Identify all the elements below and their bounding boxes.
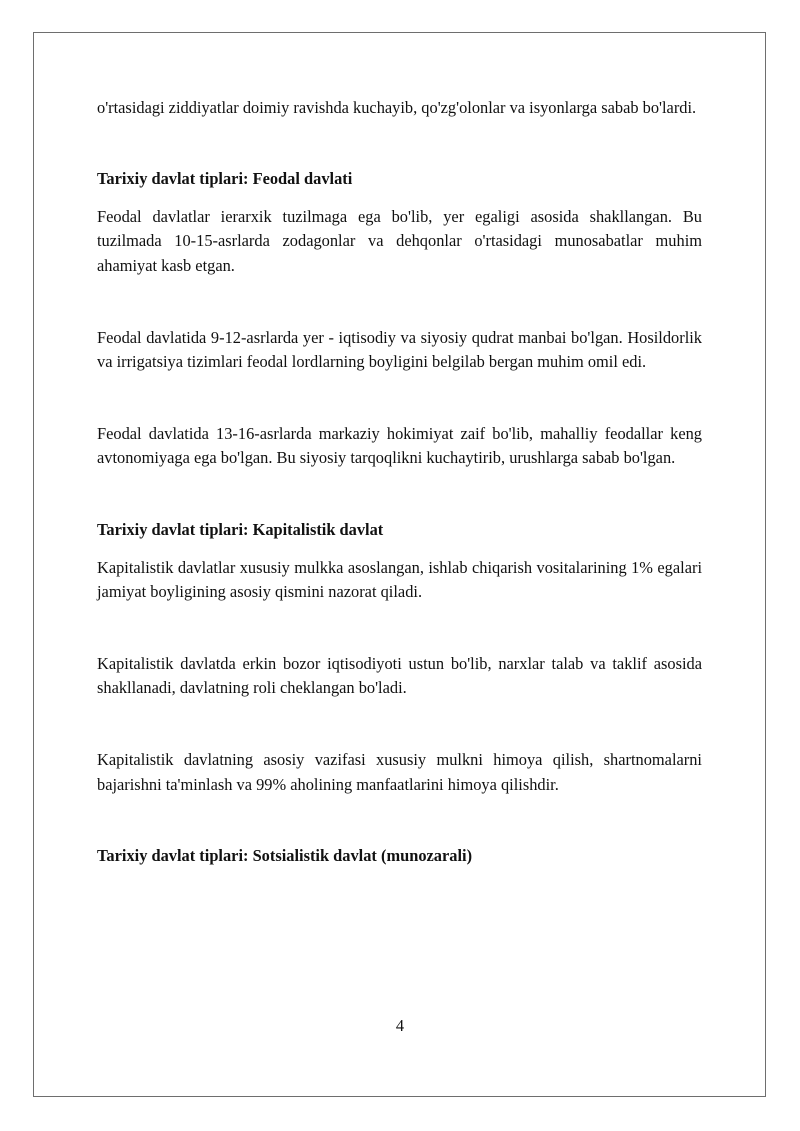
kapitalistik-paragraph-2: Kapitalistik davlatda erkin bozor iqtisodiyoti ustun bo'lib, narxlar talab va taklif asosida shakllanadi, davlatning roli cheklangan bo'ladi.	[97, 654, 702, 698]
intro-paragraph: o'rtasidagi ziddiyatlar doimiy ravishda kuchayib, qo'zg'olonlar va isyonlarga sabab bo'lardi.	[97, 98, 697, 117]
feodal-paragraph-2: Feodal davlatida 9-12-asrlarda yer - iqtisodiy va siyosiy qudrat manbai bo'lgan. Hosildorlik va irrigatsiya tizimlari feodal lordlarning boyligini belgilab bergan muhim omil edi.	[97, 327, 702, 372]
feodal-paragraph-3: Feodal davlatida 13-16-asrlarda markaziy hokimiyat zaif bo'lib, mahalliy feodallar keng avtonomiyaga ega bo'lgan. Bu siyosiy tarqoqlikni kuchaytirib, urushlarga sabab bo'lgan.	[97, 424, 702, 468]
page-number: 4	[395, 1016, 405, 1035]
page-content	[97, 96, 702, 868]
feodal-paragraph-1: Feodal davlatlar ierarxik tuzilmaga ega bo'lib, yer egaligi asosida shakllangan. Bu tuzilmada 10-15-asrlarda zodagonlar va dehqonlar o'rtasidagi munosabatlar muhim ahamiyat kasb etgan.	[97, 207, 702, 275]
kapitalistik-paragraph-3: Kapitalistik davlatning asosiy vazifasi xususiy mulkni himoya qilish, shartnomalarni bajarishni ta'minlash va 99% aholining manfaatlarini himoya qilishdir.	[97, 750, 702, 794]
section-heading-feodal: Tarixiy davlat tiplari: Feodal davlati	[97, 169, 353, 189]
section-heading-kapitalistik: Tarixiy davlat tiplari: Kapitalistik davlat	[97, 519, 384, 539]
section-heading-sotsialistik: Tarixiy davlat tiplari: Sotsialistik davlat (munozarali)	[97, 845, 473, 865]
kapitalistik-paragraph-1: Kapitalistik davlatlar xususiy mulkka asoslangan, ishlab chiqarish vositalarining 1% egalari jamiyat boyligining asosiy qismini nazorat qiladi.	[97, 557, 702, 601]
